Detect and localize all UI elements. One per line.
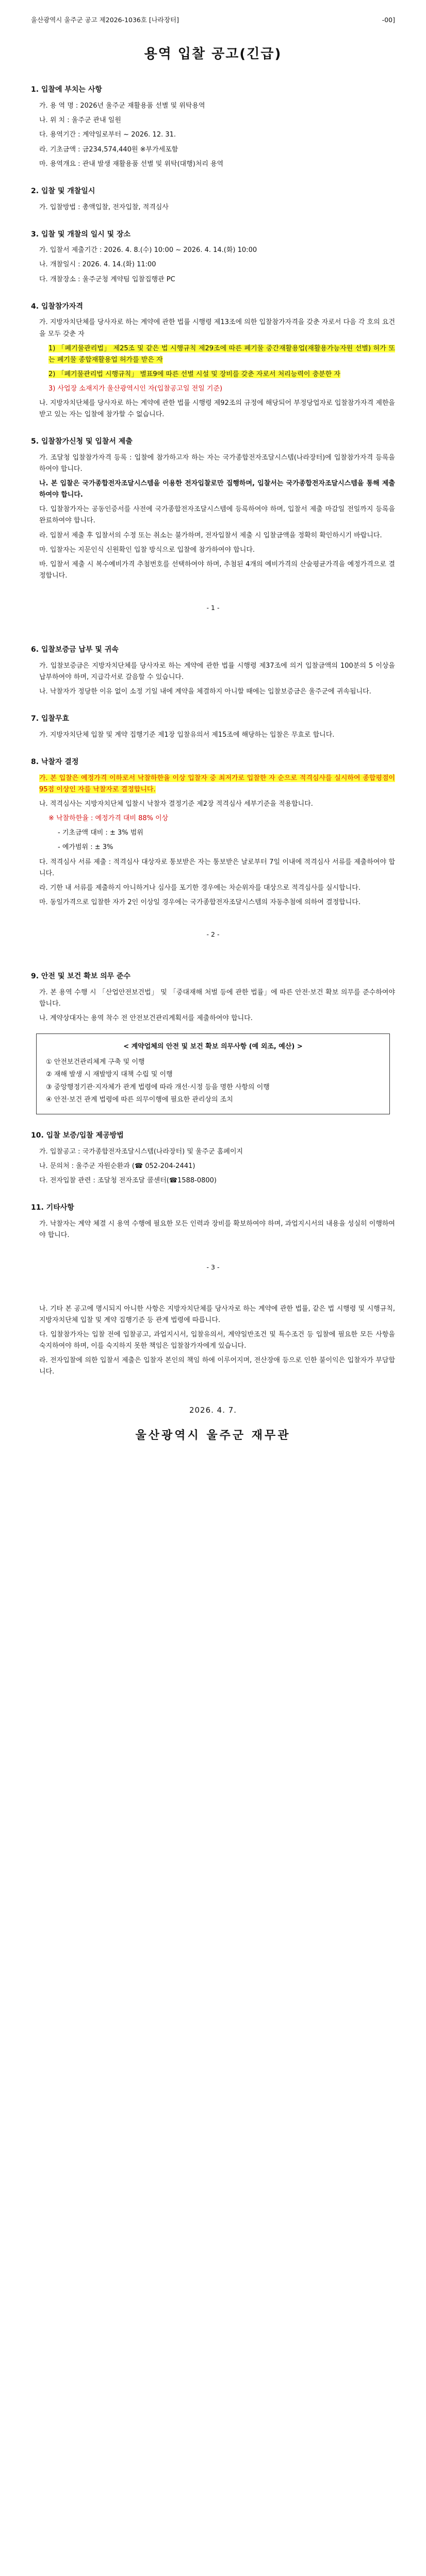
notice-box-item: ③ 중앙행정기관·지자체가 관계 법령에 따라 개선·시정 등을 명한 사항의 이행 [46,1083,270,1091]
list-item: 마. 입찰자는 지문인식 신원확인 입찰 방식으로 입찰에 참가하여야 합니다. [39,546,255,554]
list-item: 다. 개찰장소 : 울주군청 계약팀 입찰집행관 PC [39,275,175,283]
list-item: 마. 용역개요 : 관내 발생 재활용품 선별 및 위탁(대행)처리 용역 [39,160,224,168]
page-number: - 1 - [206,603,220,612]
highlighted-text: 가. 본 입찰은 예정가격 이하로서 낙찰하한율 이상 입찰자 중 최저가로 입찰한 자 순으로 적격심사를 실시하여 종합평점이 95점 이상인 자를 낙찰자로 결정합니다. [39,774,395,794]
list-item: 가. 입찰서 제출기간 : 2026. 4. 8.(수) 10:00 ~ 2026. 4. 14.(화) 10:00 [39,246,257,255]
list-item: 가. 입찰보증금은 지방자치단체를 당사자로 하는 계약에 관한 법률 시행령 제37조에 의거 입찰금액의 100분의 5 이상을 납부하여야 하며, 지급각서로 갈음할 수 있습니다. [39,662,395,682]
header-code: -00] [382,16,395,24]
page-title: 용역 입찰 공고(긴급) [144,46,282,62]
list-item [39,773,395,795]
section-title: 5. 입찰참가신청 및 입찰서 제출 [31,437,133,446]
list-item: 다. 입찰참가자는 공동인증서를 사전에 국가종합전자조달시스템에 등록하여야 하며, 입찰서 제출 마감일 전일까지 등록을 완료하여야 합니다. [39,505,395,525]
list-item: 나. 기타 본 공고에 명시되지 아니한 사항은 지방자치단체를 당사자로 하는 계약에 관한 법률, 같은 법 시행령 및 시행규칙, 지방자치단체 입찰 및 계약 집행기준 등 관계 법령에 따릅니다. [39,1305,395,1325]
list-item: 라. 기초금액 : 금234,574,440원 ※부가세포함 [39,145,178,154]
section-title: 7. 입찰무효 [31,715,70,723]
notice-box-item: ② 재해 발생 시 재발방지 대책 수립 및 이행 [46,1071,173,1079]
list-item: 가. 지방자치단체 입찰 및 계약 집행기준 제1장 입찰유의서 제15조에 해당하는 입찰은 무효로 합니다. [39,731,335,739]
list-item: 라. 전자입찰에 의한 입찰서 제출은 입찰자 본인의 책임 하에 이루어지며, 전산장애 등으로 인한 불이익은 입찰자가 부담합니다. [39,1357,395,1376]
list-item [48,369,395,380]
list-item: 다. 입찰참가자는 입찰 전에 입찰공고, 과업지시서, 입찰유의서, 계약일반조건 및 특수조건 등 입찰에 필요한 모든 사항을 숙지하여야 하며, 이를 숙지하지 못한 책임은 입찰참가자에게 있습니다. [39,1331,395,1350]
highlighted-text: 1) 「폐기물관리법」 제25조 및 같은 법 시행규칙 제29조에 따른 폐기물 중간재활용업(재활용가능자원 선별) 허가 또는 폐기물 종합재활용업 허가를 받은 자 [48,344,395,364]
list-item: 나. 개찰일시 : 2026. 4. 14.(화) 11:00 [39,261,156,269]
list-item: 가. 조달청 입찰참가자격 등록 : 입찰에 참가하고자 하는 자는 국가종합전자조달시스템(나라장터)에 입찰참가자격 등록을 하여야 합니다. [39,454,395,473]
section-2 [31,185,395,213]
list-item: 라. 기한 내 서류를 제출하지 아니하거나 심사를 포기한 경우에는 차순위자를 대상으로 적격심사를 실시합니다. [39,884,361,892]
list-item: 나. 계약상대자는 용역 착수 전 안전보건관리계획서를 제출하여야 합니다. [39,1014,253,1023]
list-item: 가. 낙찰자는 계약 체결 시 용역 수행에 필요한 모든 인력과 장비를 확보하여야 하며, 과업지시서의 내용을 성실히 이행하여야 합니다. [39,1219,395,1239]
section-1 [31,84,395,170]
section-6 [31,644,395,698]
list-item [48,383,395,395]
list-item: 다. 적격심사 서류 제출 : 적격심사 대상자로 통보받은 자는 통보받은 날로부터 7일 이내에 적격심사 서류를 제출하여야 합니다. [39,858,395,877]
section-title: 2. 입찰 및 개찰일시 [31,187,95,195]
section-3 [31,229,395,285]
section-11-continued [31,1303,395,1378]
safety-notice-box [36,1033,390,1114]
range-label: - 기초금액 대비 : ± 3% 범위 [58,829,143,837]
list-item: 가. 지방자치단체를 당사자로 하는 계약에 관한 법률 시행령 제13조에 의한 입찰참가자격을 갖춘 자로서 다음 각 호의 요건을 모두 갖춘 자 [39,318,395,338]
notice-number: 울산광역시 울주군 공고 제2026-1036호 [나라장터] [31,16,179,24]
list-item: 다. 전자입찰 관련 : 조달청 전자조달 콜센터(☎1588-0800) [39,1176,217,1184]
list-item: 라. 입찰서 제출 후 입찰서의 수정 또는 취소는 불가하며, 전자입찰서 제출 시 입찰금액을 정확히 확인하시기 바랍니다. [39,531,382,539]
list-item: 나. 문의처 : 울주군 자원순환과 (☎ 052-204-2441) [39,1162,195,1170]
list-item: 바. 입찰서 제출 시 복수예비가격 추첨번호를 선택하여야 하며, 추첨된 4개의 예비가격의 산술평균가격을 예정가격으로 결정합니다. [39,560,395,580]
range-value: - 예가범위 : ± 3% [58,843,113,852]
page-number: - 2 - [206,930,220,938]
list-item: 나. 지방자치단체를 당사자로 하는 계약에 관한 법률 시행령 제92조의 규정에 해당되어 부정당업자로 입찰참가자격 제한을 받고 있는 자는 입찰에 참가할 수 없습니다. [39,399,395,419]
list-item: 나. 위 치 : 울주군 관내 일원 [39,116,121,125]
notice-box-item: ① 안전보건관리체계 구축 및 이행 [46,1058,145,1066]
section-5 [31,436,395,582]
section-4 [31,301,395,421]
section-title: 1. 입찰에 부치는 사항 [31,86,102,94]
list-item: 다. 용역기간 : 계약일로부터 ~ 2026. 12. 31. [39,131,176,139]
notice-date: 2026. 4. 7. [189,1405,237,1415]
bold-text: 나. 본 입찰은 국가종합전자조달시스템을 이용한 전자입찰로만 집행하며, 입찰서는 국가종합전자조달시스템을 통해 제출하여야 합니다. [39,480,395,499]
list-item: 마. 동일가격으로 입찰한 자가 2인 이상일 경우에는 국가종합전자조달시스템의 자동추첨에 의하여 결정합니다. [39,898,361,906]
section-title: 10. 입찰 보증/입찰 제공방법 [31,1131,124,1140]
emphasized-text: 3) 사업장 소재지가 울산광역시인 자(입찰공고일 전일 기준) [48,384,223,393]
section-title: 8. 낙찰자 결정 [31,758,79,767]
issuer-name: 울산광역시 울주군 재무관 [135,1429,291,1443]
list-item: 가. 용 역 명 : 2026년 울주군 재활용품 선별 및 위탁용역 [39,102,205,110]
note-text [48,813,395,824]
section-10 [31,1130,395,1187]
section-7 [31,713,395,741]
section-title: 6. 입찰보증금 납부 및 귀속 [31,646,119,654]
notice-box-title: < 계약업체의 안전 및 보건 확보 의무사항 (예 외조, 예산) > [123,1043,303,1051]
list-item: 가. 본 용역 수행 시 「산업안전보건법」 및 「중대재해 처벌 등에 관한 법률」에 따른 안전·보건 확보 의무를 준수하여야 합니다. [39,988,395,1008]
list-item: 가. 입찰방법 : 총액입찰, 전자입찰, 적격심사 [39,203,169,211]
section-11 [31,1202,395,1241]
list-item: 나. 낙찰자가 정당한 이유 없이 소정 기일 내에 계약을 체결하지 아니할 때에는 입찰보증금은 울주군에 귀속됩니다. [39,688,371,696]
section-title: 3. 입찰 및 개찰의 일시 및 장소 [31,230,131,239]
list-item: 나. 적격심사는 지방자치단체 입찰시 낙찰자 결정기준 제2장 적격심사 세부기준을 적용합니다. [39,800,313,808]
section-title: 4. 입찰참가자격 [31,302,84,311]
highlighted-text: 2) 「폐기물관리법 시행규칙」 별표9에 따른 선별 시설 및 장비를 갖춘 자로서 처리능력이 충분한 자 [48,370,340,378]
section-title: 11. 기타사항 [31,1203,74,1212]
section-9 [31,971,395,1114]
list-item [48,343,395,366]
page-number: - 3 - [206,1263,220,1271]
doc-header [31,14,395,25]
list-item: 가. 입찰공고 : 국가종합전자조달시스템(나라장터) 및 울주군 홈페이지 [39,1147,243,1156]
list-item [39,478,395,501]
section-title: 9. 안전 및 보건 확보 의무 준수 [31,972,131,981]
notice-box-item: ④ 안전·보건 관계 법령에 따른 의무이행에 필요한 관리상의 조치 [46,1095,233,1104]
emphasized-text: ※ 낙찰하한율 : 예정가격 대비 88% 이상 [48,815,169,823]
section-8 [31,756,395,908]
